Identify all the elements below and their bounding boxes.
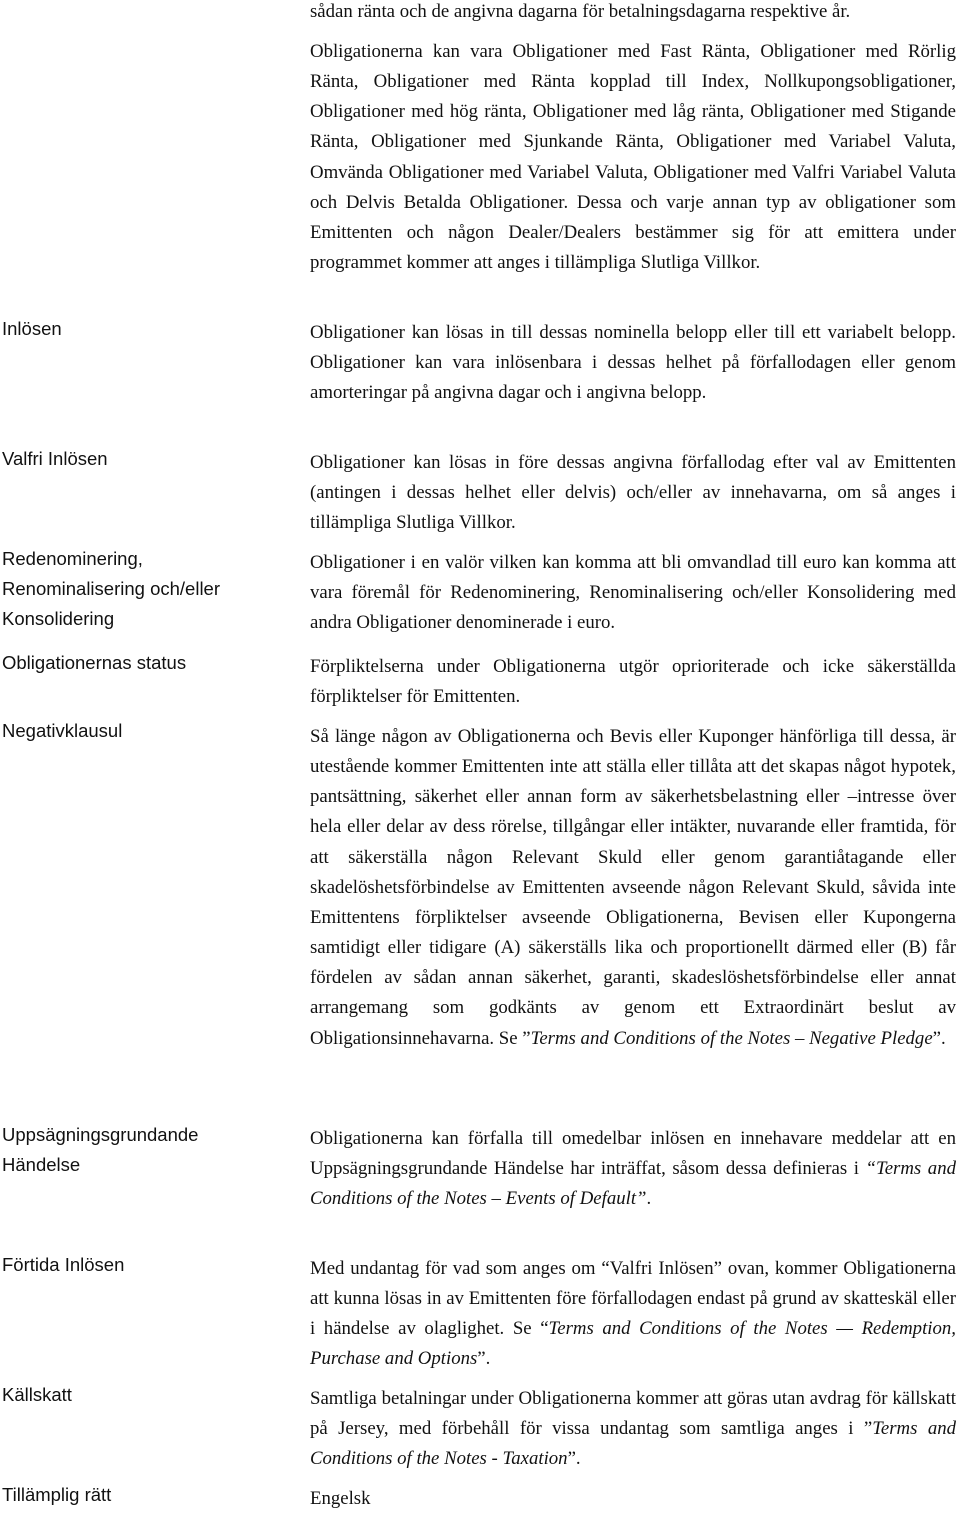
text-span: .	[646, 1188, 652, 1210]
section-text-negativklausul	[310, 722, 956, 1054]
section-text-fortida-inlosen	[310, 1254, 956, 1375]
section-text-tillamplig-ratt	[310, 1484, 956, 1514]
text-span: ”.	[567, 1448, 581, 1470]
section-text-bond-types	[310, 37, 956, 278]
section-text-uppsagning	[310, 1124, 956, 1214]
text-span-italic: Terms and Conditions of the Notes - Taxation	[310, 1418, 956, 1470]
section-text-redenominering	[310, 548, 956, 638]
section-label-inlosen: Inlösen	[2, 318, 62, 339]
text-span-italic: Terms and Conditions of the Notes – Negative Pledge	[530, 1027, 933, 1049]
text-span: Obligationer i en valör vilken kan komma att bli omvandlad till euro kan komma att vara föremål för Redenominering, Renominalisering och/eller Konsolidering med andra Obligationer denominerade i euro.	[310, 552, 956, 634]
section-label-tillamplig-ratt: Tillämplig rätt	[2, 1484, 112, 1505]
text-span: Med undantag för vad som anges om “Valfri Inlösen” ovan, kommer Obligationerna att kunna lösas in av Emittenten före förfallodagen endast på grund av skatteskäl eller i händelse av olaglighet. Se “	[310, 1258, 956, 1340]
text-span: ”.	[932, 1027, 946, 1049]
text-span: ”.	[477, 1348, 491, 1370]
text-span: Obligationer kan lösas in till dessas nominella belopp eller till ett variabelt belopp. Obligationer kan vara inlösenbara i dessas helhet på förfallodagen eller genom amorteringar på angivna dagar och i angivna belopp.	[310, 322, 956, 404]
text-span: Obligationer kan lösas in före dessas angivna förfallodag efter val av Emittenten (antingen i dessas helhet eller delvis) och/eller av innehavarna, om så anges i tillämpliga Slutliga Villkor.	[310, 452, 956, 534]
section-label-negativklausul: Negativklausul	[2, 720, 123, 741]
text-span: sådan ränta och de angivna dagarna för betalningsdagarna respektive år.	[310, 1, 851, 22]
section-label-kallskatt: Källskatt	[2, 1384, 72, 1405]
section-text-status	[310, 652, 956, 712]
section-text-inlosen	[310, 318, 956, 408]
section-label-valfri-inlosen: Valfri Inlösen	[2, 448, 108, 469]
text-span: Samtliga betalningar under Obligationerna kommer att göras utan avdrag för källskatt på Jersey, med förbehåll för vissa undantag som samtliga anges i ”	[310, 1388, 956, 1440]
text-span: Engelsk	[310, 1488, 371, 1509]
section-text-continuation	[310, 0, 956, 27]
section-text-kallskatt	[310, 1384, 956, 1474]
section-text-valfri-inlosen	[310, 448, 956, 538]
text-span-italic: “Terms and Conditions of the Notes – Events of Default”	[310, 1158, 956, 1210]
text-span: Så länge någon av Obligationerna och Bevis eller Kuponger hänförliga till dessa, är utestående kommer Emittenten inte att ställa eller tillåta att det skapas något hypotek, pantsättning, säkerhet eller annan form av säkerhetsbelastning eller –intresse över hela eller delar av dess rörelse, tillgångar eller intäkter, nuvarande eller framtida, för att säkerställa någon Relevant Skuld eller genom garantiåtagande eller skadelöshetsförbindelse av Emittenten avseende någon Relevant Skuld, såvida inte Emittentens förpliktelser avseende Obligationerna, Bevisen eller Kupongerna samtidigt eller tidigare (A) säkerställs lika och proportionellt därmed eller (B) får fördelen av sådan annan säkerhet, garanti, skadeslöshetsförbindelse eller annat arrangemang som godkänts av genom ett Extraordinärt beslut av Obligationsinnehavarna. Se ”	[310, 726, 956, 1049]
text-span: Förpliktelserna under Obligationerna utgör oprioriterade och icke säkerställda förpliktelser för Emittenten.	[310, 656, 956, 708]
section-label-redenominering: Redenominering, Renominalisering och/eller Konsolidering	[2, 548, 220, 629]
section-label-fortida-inlosen: Förtida Inlösen	[2, 1254, 125, 1275]
text-span-italic: Terms and Conditions of the Notes — Redemption, Purchase and Options	[310, 1318, 956, 1370]
text-span: Obligationerna kan vara Obligationer med Fast Ränta, Obligationer med Rörlig Ränta, Obligationer med Ränta kopplad till Index, Nollkupongsobligationer, Obligationer med hög ränta, Obligationer med låg ränta, Obligationer med Stigande Ränta, Obligationer med Sjunkande Ränta, Obligationer med Variabel Valuta, Omvända Obligationer med Variabel Valuta, Obligationer med Valfri Variabel Valuta och Delvis Betalda Obligationer. Dessa och varje annan typ av obligationer som Emittenten och någon Dealer/Dealers bestämmer sig för att emittera under programmet kommer att anges i tillämpliga Slutliga Villkor.	[310, 41, 956, 274]
section-label-uppsagning: Uppsägningsgrundande Händelse	[2, 1124, 199, 1175]
section-label-status: Obligationernas status	[2, 652, 187, 673]
text-span: Obligationerna kan förfalla till omedelbar inlösen en innehavare meddelar att en Uppsägningsgrundande Händelse har inträffat, såsom dessa definieras i	[310, 1128, 956, 1180]
